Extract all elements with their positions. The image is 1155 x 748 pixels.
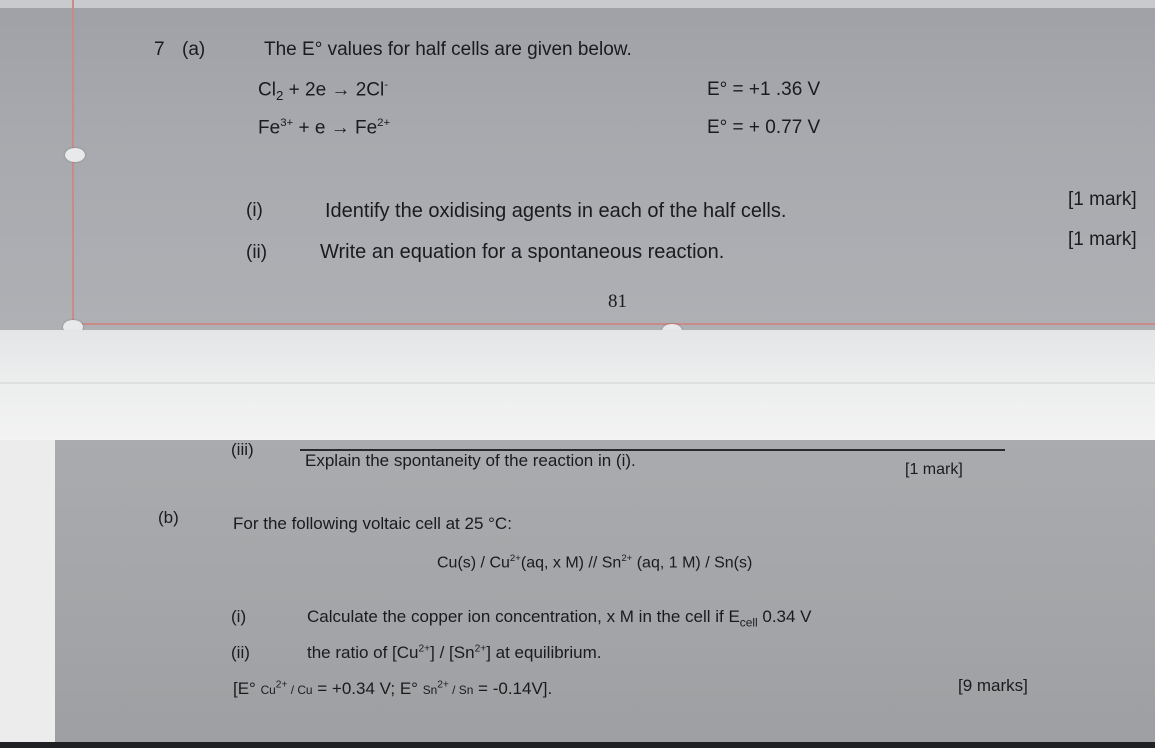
bottom-edge [0,742,1155,748]
cell-notation: $Cu(s) / Cu^{2+}(aq$, x $M) // Sn^{2+}$ (aq, 1 M) / Sn(s) [437,553,753,572]
part-b-ii-question: the ratio of $[Cu^{2+}] / [Sn^{2+}]$ at equilibrium. [307,643,602,662]
part-i-question: Identify the oxidising agents in each of the half cells. [325,200,787,222]
part-b-i-label: (i) [231,607,247,626]
part-a-label: (a) [182,39,206,60]
half-cell-2-potential: E° = + 0.77 V [707,117,821,138]
binder-hole [65,148,85,162]
part-ii-label: (ii) [246,242,268,263]
part-iii-mark: [1 mark] [905,461,963,478]
lower-page [55,440,1155,748]
gap-line [0,382,1155,384]
page-top-edge [0,0,1155,8]
part-ii-question: Write an equation for a spontaneous reaction. [320,241,725,263]
intro-text: The E° values for half cells are given below. [264,39,632,60]
question-number: 7 [154,39,165,60]
half-cell-1-equation: $Cl_2 + 2e \to 2Cl^-$ [258,79,389,104]
part-b-intro: For the following voltaic cell at 25 °C: [233,514,512,533]
part-i-mark: [1 mark] [1068,189,1137,210]
left-strip [0,440,55,748]
part-iii-label: (iii) [231,440,254,459]
part-b-marks: [9 marks] [958,676,1028,695]
page-bottom-rule [72,323,1155,325]
margin-line [72,0,74,325]
part-ii-mark: [1 mark] [1068,229,1137,250]
part-iii-question: Explain the spontaneity of the reaction in (i). [305,451,636,470]
half-cell-2-equation: $Fe^{3+} + e \to Fe^{2+}$ [258,117,391,139]
part-b-ii-label: (ii) [231,643,250,662]
part-i-label: (i) [246,200,263,221]
page-number: 81 [608,291,627,312]
page-gap [0,330,1155,440]
standard-potentials-data: [E° $Cu^{2+} / Cu = +0.34$ V; E° $Sn^{2+} / Sn = -0.14V$]. [233,679,553,698]
half-cell-1-potential: E° = +1 .36 V [707,79,821,100]
part-b-i-question: Calculate the copper ion concentration, x M in the cell if $E_{cell}$ 0.34 V [307,607,812,630]
part-b-label: (b) [158,508,179,527]
